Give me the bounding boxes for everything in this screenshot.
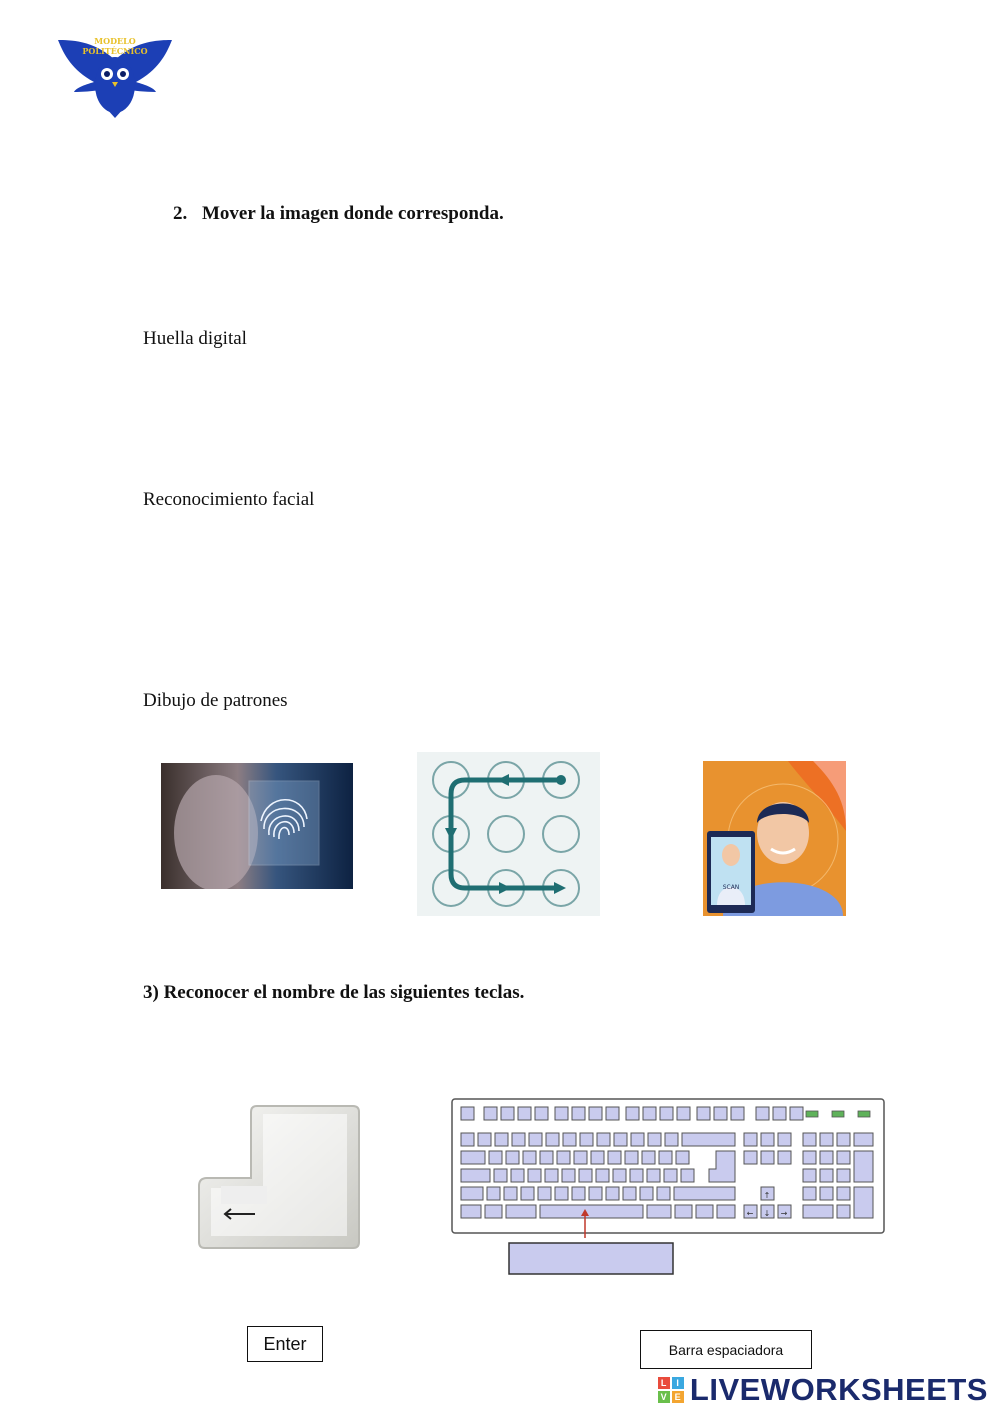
label-fingerprint: Huella digital <box>143 328 247 349</box>
section-2-title: Mover la imagen donde corresponda. <box>202 203 504 224</box>
logo-line1: MODELO <box>94 36 136 46</box>
answer-enter-box[interactable]: Enter <box>247 1326 323 1362</box>
brand-text: LIVEWORKSHEETS <box>689 1372 988 1407</box>
liveworksheets-brand <box>658 1372 988 1408</box>
section-2-number: 2. <box>173 203 188 224</box>
phone-screen-text: SCAN <box>722 884 740 891</box>
enter-key-image <box>195 1100 365 1255</box>
svg-text:←: ← <box>746 1209 754 1218</box>
label-pattern-drawing: Dibujo de patrones <box>143 690 288 711</box>
svg-text:→: → <box>780 1209 788 1218</box>
answer-spacebar-box[interactable]: Barra espaciadora <box>640 1330 812 1369</box>
section-2-heading <box>173 203 504 225</box>
keyboard-image <box>451 1098 885 1280</box>
section-3-heading: 3) Reconocer el nombre de las siguientes teclas. <box>143 982 525 1003</box>
fingerprint-image[interactable] <box>161 763 353 889</box>
school-logo <box>54 30 176 120</box>
svg-text:↑: ↑ <box>763 1191 771 1200</box>
liveworksheets-badge-icon: L I V E <box>658 1377 684 1403</box>
logo-line2: POLITÉCNICO <box>82 46 148 56</box>
label-facial-recognition: Reconocimiento facial <box>143 489 315 510</box>
svg-text:↓: ↓ <box>763 1209 771 1218</box>
pattern-lock-image[interactable] <box>417 752 600 916</box>
facial-recognition-image[interactable] <box>703 761 846 916</box>
spacebar-zoom <box>509 1243 673 1274</box>
